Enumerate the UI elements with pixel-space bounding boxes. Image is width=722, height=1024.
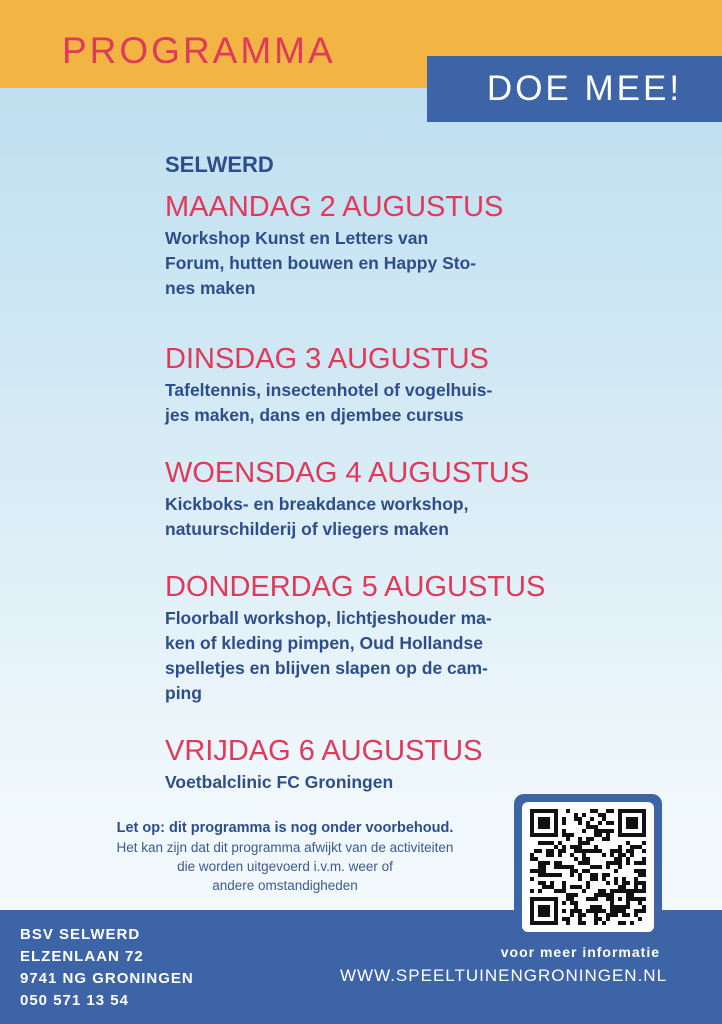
day-block-thursday — [165, 570, 585, 706]
description-line: jes maken, dans en djembee cursus — [165, 405, 464, 425]
day-block-wednesday — [165, 456, 585, 542]
qr-code-icon[interactable] — [522, 802, 654, 932]
disclaimer — [40, 818, 530, 895]
description-line: Kickboks- en breakdance workshop, — [165, 494, 469, 514]
doe-mee-banner: DOE MEE! — [427, 56, 722, 122]
disclaimer-line: Het kan zijn dat dit programma afwijkt van de activiteiten — [116, 840, 454, 855]
qr-code-graphic — [530, 809, 646, 925]
address-line: BSV SELWERD — [20, 926, 141, 943]
website-link[interactable]: WWW.SPEELTUINENGRONINGEN.NL — [340, 966, 668, 985]
page-title: PROGRAMMA — [62, 30, 336, 71]
day-block-monday — [165, 190, 585, 301]
day-description — [165, 492, 585, 542]
address-line: 050 571 13 54 — [20, 992, 129, 1009]
day-description — [165, 226, 585, 301]
description-line: ping — [165, 683, 202, 703]
address-block — [20, 924, 194, 1012]
qr-code-frame — [514, 794, 662, 940]
address-line: ELZENLAAN 72 — [20, 948, 144, 965]
disclaimer-heading: Let op: dit programma is nog onder voorbehoud. — [116, 820, 454, 836]
address-line: 9741 NG GRONINGEN — [20, 970, 194, 987]
description-line: ken of kleding pimpen, Oud Hollandse — [165, 633, 483, 653]
day-description — [165, 606, 585, 706]
day-description — [165, 770, 585, 795]
description-line: Voetbalclinic FC Groningen — [165, 772, 394, 792]
day-title: DONDERDAG 5 AUGUSTUS — [165, 571, 546, 603]
description-line: spelletjes en blijven slapen op de cam- — [165, 658, 488, 678]
disclaimer-line: die worden uitgevoerd i.v.m. weer of — [177, 859, 393, 874]
disclaimer-text — [40, 838, 530, 895]
day-title: MAANDAG 2 AUGUSTUS — [165, 191, 504, 223]
location-heading: SELWERD — [165, 152, 274, 177]
day-block-tuesday — [165, 342, 585, 428]
description-line: natuurschilderij of vliegers maken — [165, 519, 449, 539]
description-line: Workshop Kunst en Letters van — [165, 228, 429, 248]
more-info-label: voor meer informatie — [500, 944, 660, 960]
description-line: Tafeltennis, insectenhotel of vogelhuis- — [165, 380, 493, 400]
day-title: DINSDAG 3 AUGUSTUS — [165, 343, 489, 375]
disclaimer-line: andere omstandigheden — [212, 878, 358, 893]
day-description — [165, 378, 585, 428]
description-line: nes maken — [165, 278, 256, 298]
day-title: WOENSDAG 4 AUGUSTUS — [165, 457, 530, 489]
day-title: VRIJDAG 6 AUGUSTUS — [165, 735, 483, 767]
description-line: Forum, hutten bouwen en Happy Sto- — [165, 253, 477, 273]
day-block-friday — [165, 734, 585, 795]
description-line: Floorball workshop, lichtjeshouder ma- — [165, 608, 492, 628]
